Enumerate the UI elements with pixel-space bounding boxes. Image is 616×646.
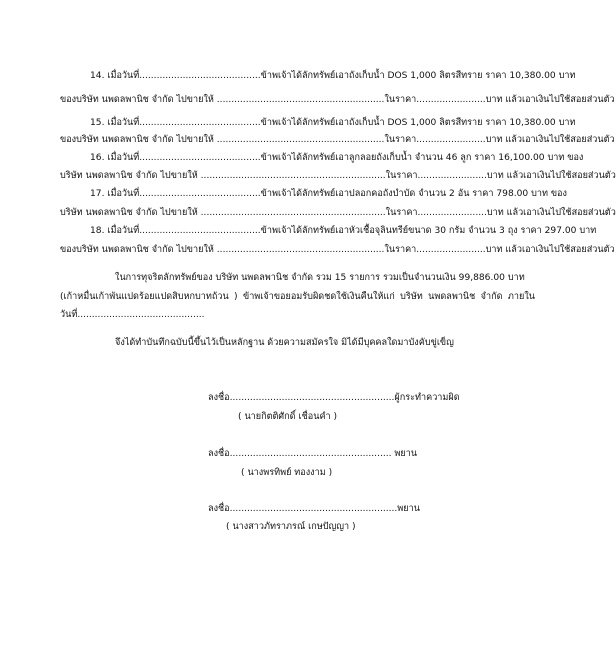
summary-line-2: (เก้าหมื่นเก้าพันแปดร้อยแปดสิบหกบาทถ้วน ) ข้าพเจ้าขอยอมรับผิดชดใช้เงินคืนให้แก่ บริษัท นพดลพานิช จำกัด ภายใน — [60, 292, 535, 302]
item-14-line-2: ของบริษัท นพดลพานิช จำกัด ไปขายให้ ..........................................................ในราคา........................บาท แล้วเอาเงินไปใช้สอยส่วนตัว — [60, 95, 615, 105]
item-15-line-1: 15. เมื่อวันที่..........................................ข้าพเจ้าได้ลักทรัพย์เอาถังเก็บน้ำ DOS 1,000 ลิตรสีทราย ราคา 10,380.00 บาท — [90, 118, 576, 128]
signature-line-witness-1: ลงชื่อ........................................................ พยาน — [208, 449, 418, 459]
item-18-line-2: ของบริษัท นพดลพานิช จำกัด ไปขายให้ ..........................................................ในราคา........................บาท แล้วเอาเงินไปใช้สอยส่วนตัว — [60, 245, 615, 255]
item-17-line-1: 17. เมื่อวันที่..........................................ข้าพเจ้าได้ลักทรัพย์เอาปลอกคอถังบำบัด จำนวน 2 อัน ราคา 798.00 บาท ของ — [90, 189, 567, 199]
summary-line-1: ในการทุจริตลักทรัพย์ของ บริษัท นพดลพานิช จำกัด รวม 15 รายการ รวมเป็นจำนวนเงิน 99,886.00 บาท — [115, 273, 525, 283]
signature-name-witness-2: ( นางสาวภัทราภรณ์ เกษปัญญา ) — [226, 522, 356, 532]
declaration: จึงได้ทำบันทึกฉบับนี้ขึ้นไว้เป็นหลักฐาน ด้วยความสมัครใจ มิได้มีบุคคลใดมาบังคับขู่เข็ญ — [115, 338, 454, 348]
signature-name-witness-1: ( นางพรทิพย์ ทองงาม ) — [241, 468, 333, 478]
summary-date-line: วันที่............................................ — [60, 310, 205, 320]
item-17-line-2: บริษัท นพดลพานิช จำกัด ไปขายให้ ................................................................ในราคา........................บาท แล้วเอาเงินไปใช้สอยส่วนตัว — [60, 208, 616, 218]
signature-line-offender: ลงชื่อ.........................................................ผู้กระทำความผิด — [208, 393, 460, 403]
signature-line-witness-2: ลงชื่อ..........................................................พยาน — [208, 504, 420, 514]
item-18-line-1: 18. เมื่อวันที่..........................................ข้าพเจ้าได้ลักทรัพย์เอาหัวเชื้อจุลินทรีย์ขนาด 30 กรัม จำนวน 3 ถุง ราคา 297.00 บาท — [90, 226, 597, 236]
item-16-line-2: บริษัท นพดลพานิช จำกัด ไปขายให้ ................................................................ในราคา........................บาท แล้วเอาเงินไปใช้สอยส่วนตัว — [60, 171, 616, 181]
item-15-line-2: ของบริษัท นพดลพานิช จำกัด ไปขายให้ ..........................................................ในราคา........................บาท แล้วเอาเงินไปใช้สอยส่วนตัว — [60, 135, 615, 145]
item-16-line-1: 16. เมื่อวันที่..........................................ข้าพเจ้าได้ลักทรัพย์เอาลูกลอยถังเก็บน้ำ จำนวน 46 ลูก ราคา 16,100.00 บาท ของ — [90, 153, 584, 163]
item-14-line-1: 14. เมื่อวันที่..........................................ข้าพเจ้าได้ลักทรัพย์เอาถังเก็บน้ำ DOS 1,000 ลิตรสีทราย ราคา 10,380.00 บาท — [90, 71, 576, 81]
signature-name-offender: ( นายกิตติศักดิ์ เชื่อนคำ ) — [238, 412, 338, 422]
